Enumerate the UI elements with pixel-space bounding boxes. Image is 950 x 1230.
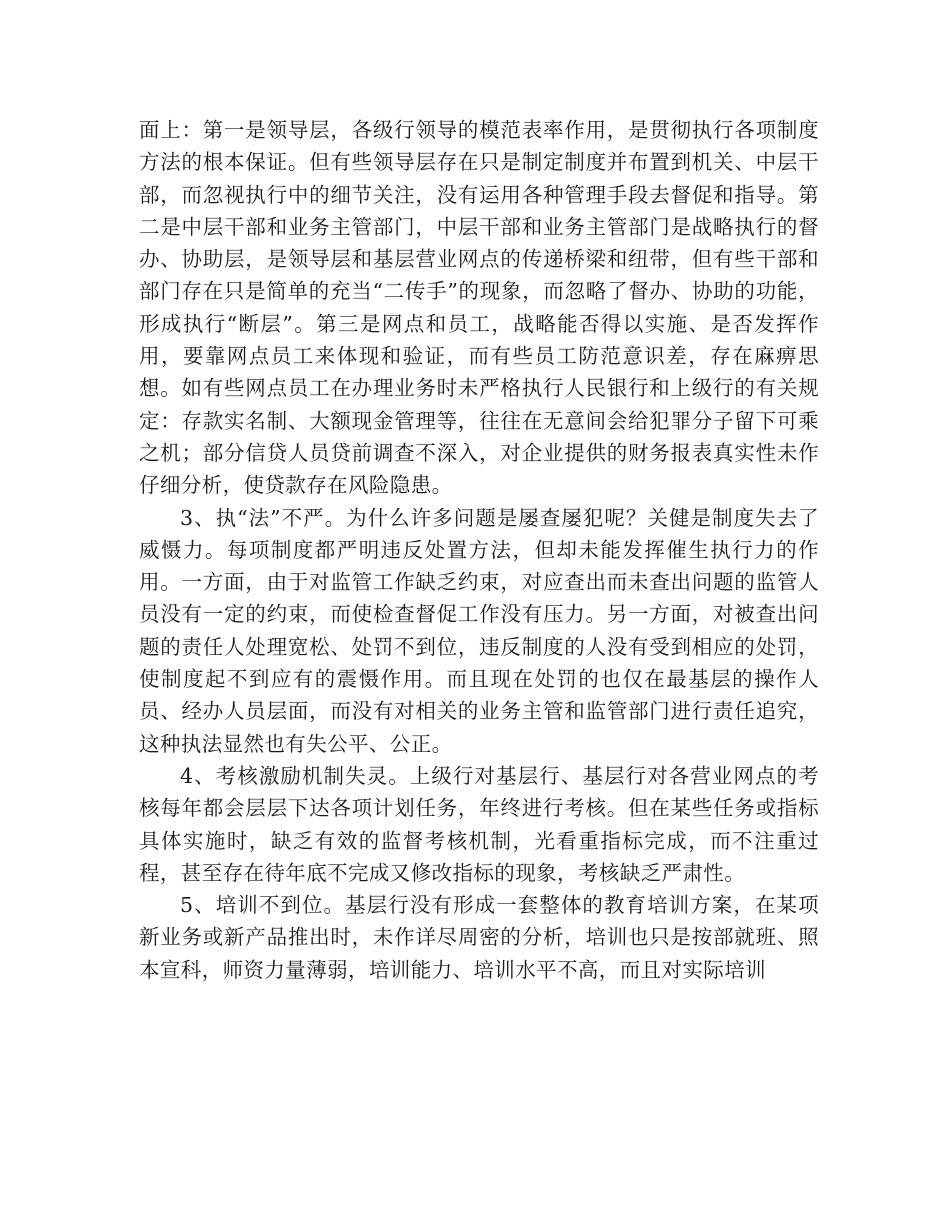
paragraph-enforcement: 3、执“法”不严。为什么许多问题是屡查屡犯呢？关健是制度失去了威慑力。每项制度都严明违反处置方法，但却未能发挥催生执行力的作用。一方面，由于对监管工作缺乏约束，对应查出而未查出问题的监管人员没有一定的约束，而使检查督促工作没有压力。另一方面，对被查出问题的责任人处理宽松、处罚不到位，违反制度的人没有受到相应的处罚，使制度起不到应有的震慑作用。而且现在处罚的也仅在最基层的操作人员、经办人员层面，而没有对相关的业务主管和监管部门进行责任追究，这种执法显然也有失公平、公正。 — [139, 505, 819, 756]
paragraph-training: 5、培训不到位。基层行没有形成一套整体的教育培训方案，在某项新业务或新产品推出时，未作详尽周密的分析，培训也只是按部就班、照本宣科，师资力量薄弱，培训能力、培训水平不高，而且对实际培训 — [139, 893, 819, 982]
document-body — [139, 114, 819, 986]
paragraph-leadership: 面上：第一是领导层，各级行领导的模范表率作用，是贯彻执行各项制度方法的根本保证。但有些领导层存在只是制定制度并布置到机关、中层干部，而忽视执行中的细节关注，没有运用各种管理手段去督促和指导。第二是中层干部和业务主管部门，中层干部和业务主管部门是战略执行的督办、协助层，是领导层和基层营业网点的传递桥梁和纽带，但有些干部和部门存在只是简单的充当“二传手”的现象，而忽略了督办、协助的功能，形成执行“断层”。第三是网点和员工，战略能否得以实施、是否发挥作用，要靠网点员工来体现和验证，而有些员工防范意识差，存在麻痹思想。如有些网点员工在办理业务时未严格执行人民银行和上级行的有关规定：存款实名制、大额现金管理等，往往在无意间会给犯罪分子留下可乘之机；部分信贷人员贷前调查不深入，对企业提供的财务报表真实性未作仔细分析，使贷款存在风险隐患。 — [139, 118, 819, 498]
paragraph-assessment: 4、考核激励机制失灵。上级行对基层行、基层行对各营业网点的考核每年都会层层下达各项计划任务，年终进行考核。但在某些任务或指标具体实施时，缺乏有效的监督考核机制，光看重指标完成，而不注重过程，甚至存在待年底不完成又修改指标的现象，考核缺乏严肃性。 — [139, 763, 819, 885]
